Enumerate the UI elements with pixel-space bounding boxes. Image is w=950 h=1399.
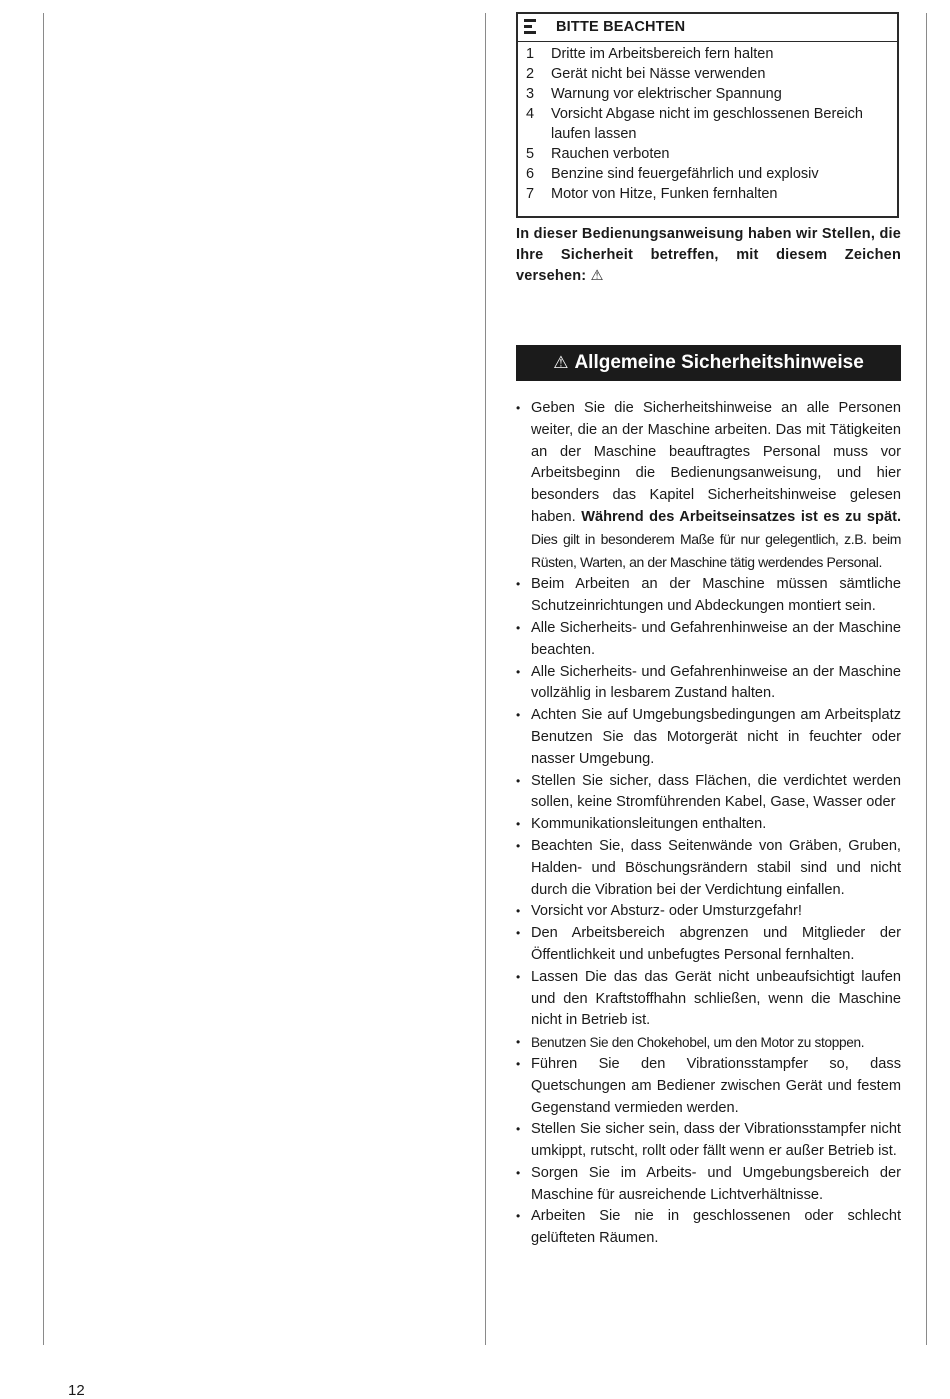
notice-item-text: Rauchen verboten: [551, 146, 670, 162]
column-rule-right: [926, 13, 927, 1345]
notice-item: [518, 104, 897, 144]
notice-item-number: 7: [526, 186, 535, 202]
section-heading: [516, 345, 901, 381]
list-item: • Sorgen Sie im Arbeits- und Umgebungsbereich der Maschine für ausreichende Lichtverhältnisse.: [516, 1163, 901, 1207]
notice-item-number: 1: [526, 46, 535, 62]
list-item: • Alle Sicherheits- und Gefahrenhinweise an der Maschine beachten.: [516, 618, 901, 662]
notice-item: [518, 64, 897, 84]
notice-list: [518, 42, 897, 204]
warning-triangle-icon: ⚠: [590, 268, 604, 284]
list-item: • Benutzen Sie den Chokehobel, um den Motor zu stoppen.: [516, 1032, 901, 1054]
list-item-text: Dies gilt in besonderem Maße für nur gelegentlich, z.B. beim Rüsten, Warten, an der Maschine tätig werdendes Personal.: [531, 530, 901, 570]
list-item: • Stellen Sie sicher sein, dass der Vibrationsstampfer nicht umkippt, rutscht, rollt oder fällt wenn er außer Betrieb ist.: [516, 1119, 901, 1163]
list-item: • Führen Sie den Vibrationsstampfer so, dass Quetschungen am Bediener zwischen Gerät und festem Gegenstand vermieden werden.: [516, 1054, 901, 1119]
notice-item-text: Warnung vor elektrischer Spannung: [551, 86, 782, 102]
notice-item: [518, 84, 897, 104]
notice-item: [518, 144, 897, 164]
notice-item-text: Benzine sind feuergefährlich und explosiv: [551, 166, 819, 182]
notice-item: [518, 44, 897, 64]
notice-item-number: 2: [526, 66, 535, 82]
notice-item-text: Vorsicht Abgase nicht im geschlossenen Bereich laufen lassen: [551, 106, 863, 142]
list-item: • Alle Sicherheits- und Gefahrenhinweise an der Maschine vollzählig in lesbarem Zustand halten.: [516, 662, 901, 706]
notice-item-text: Dritte im Arbeitsbereich fern halten: [551, 46, 774, 62]
list-item-emphasis: Während des Arbeitseinsatzes ist es zu spät.: [581, 508, 901, 525]
list-item: • Stellen Sie sicher, dass Flächen, die verdichtet werden sollen, keine Stromführenden Kabel, Gase, Wasser oder: [516, 771, 901, 815]
intro-text: In dieser Bedienungsanweisung haben wir Stellen, die Ihre Sicherheit betreffen, mit diesem Zeichen versehen:: [516, 226, 901, 284]
safety-list: [516, 398, 901, 1250]
notice-item-text: Motor von Hitze, Funken fernhalten: [551, 186, 778, 202]
column-rule-middle: [485, 13, 486, 1345]
list-item: • Den Arbeitsbereich abgrenzen und Mitglieder der Öffentlichkeit und unbefugtes Personal fernhalten.: [516, 923, 901, 967]
list-item: • Beim Arbeiten an der Maschine müssen sämtliche Schutzeinrichtungen und Abdeckungen montiert sein.: [516, 574, 901, 618]
intro-paragraph: [516, 224, 901, 287]
list-item: • Beachten Sie, dass Seitenwände von Gräben, Gruben, Halden- und Böschungsrändern stabil sind und nicht durch die Vibration bei der Verdichtung einfallen.: [516, 836, 901, 901]
list-item: • Kommunikationsleitungen enthalten.: [516, 814, 901, 836]
notice-item-text: Gerät nicht bei Nässe verwenden: [551, 66, 766, 82]
notice-box: [516, 12, 899, 218]
notice-item: [518, 184, 897, 204]
notice-item: [518, 164, 897, 184]
list-item: [516, 398, 901, 574]
notice-title: BITTE BEACHTEN: [556, 19, 686, 35]
list-item: • Arbeiten Sie nie in geschlossenen oder schlecht gelüfteten Räumen.: [516, 1206, 901, 1250]
list-item-text: Geben Sie die Sicherheitshinweise an alle Personen weiter, die an der Maschine arbeiten. Das mit Tätigkeiten an der Maschine beauftragtes Personal muss vor Arbeitsbeginn die Bedienungsanweisung, und hier besonders das Kapitel Sicherheitshinweise gelesen haben.: [531, 400, 901, 525]
warning-triangle-icon: ⚠: [553, 353, 569, 372]
list-icon: [524, 19, 536, 36]
list-item: • Achten Sie auf Umgebungsbedingungen am Arbeitsplatz Benutzen Sie das Motorgerät nicht in feuchter oder nasser Umgebung.: [516, 705, 901, 770]
notice-item-number: 4: [526, 106, 535, 122]
notice-item-number: 3: [526, 86, 535, 102]
notice-header: [518, 14, 897, 42]
section-title: Allgemeine Sicherheitshinweise: [574, 352, 864, 373]
notice-item-number: 6: [526, 166, 535, 182]
list-item: • Vorsicht vor Absturz- oder Umsturzgefahr!: [516, 901, 901, 923]
page-number: 12: [68, 1382, 85, 1399]
list-item: • Lassen Die das das Gerät nicht unbeaufsichtigt laufen und den Kraftstoffhahn schließen, wenn die Maschine nicht in Betrieb ist.: [516, 967, 901, 1032]
notice-item-number: 5: [526, 146, 535, 162]
column-rule-left: [43, 13, 44, 1345]
